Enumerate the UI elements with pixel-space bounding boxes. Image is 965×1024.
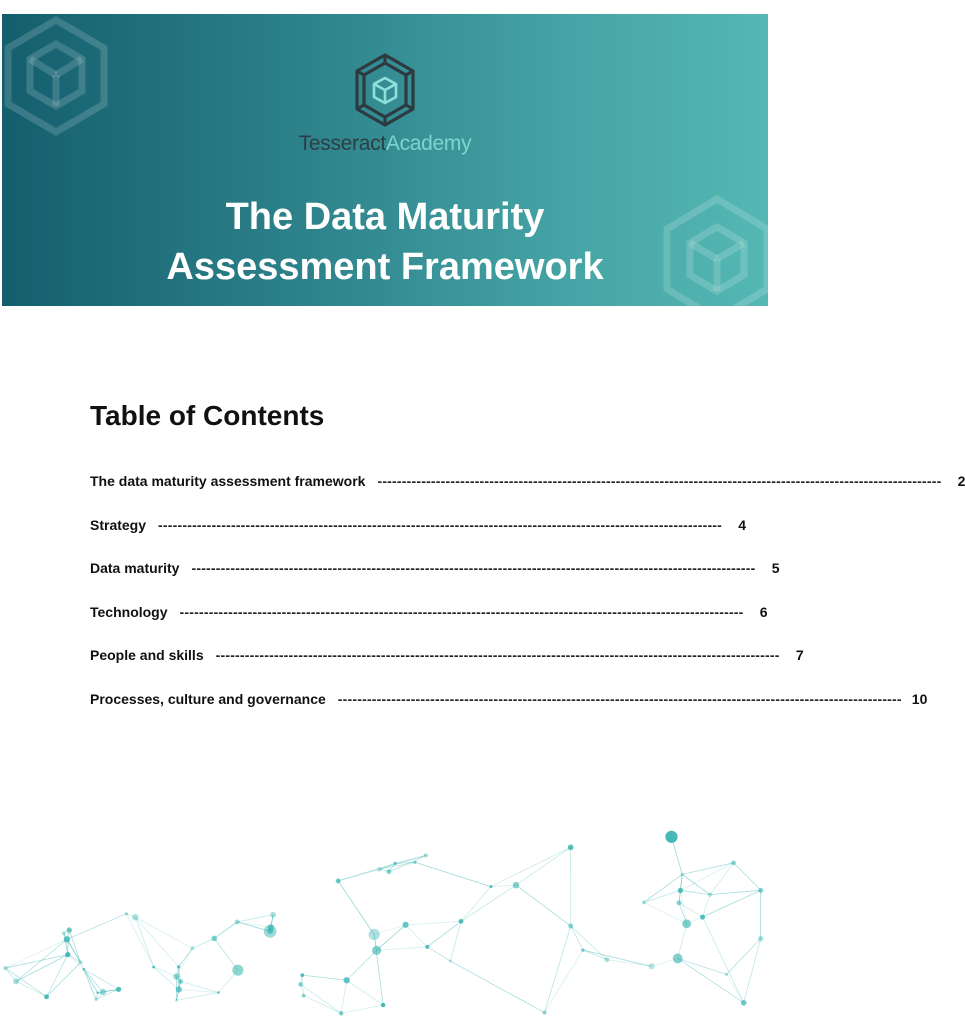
network-node bbox=[449, 960, 452, 963]
toc-entry-page: 5 bbox=[771, 560, 780, 577]
toc-entry-page: 4 bbox=[738, 516, 747, 533]
network-node bbox=[125, 912, 128, 915]
network-link bbox=[377, 925, 406, 951]
network-link bbox=[734, 863, 761, 890]
network-node bbox=[413, 861, 416, 864]
network-node bbox=[424, 853, 428, 857]
network-node bbox=[489, 885, 492, 888]
toc-entry[interactable] bbox=[90, 470, 965, 492]
network-node bbox=[648, 963, 654, 969]
toc-leader: -------------------------------------------------------------------------------------------------------------------- bbox=[377, 473, 942, 489]
toc-entry-label: Strategy bbox=[90, 516, 147, 533]
network-link bbox=[135, 917, 153, 967]
table-of-contents bbox=[90, 470, 965, 732]
network-node bbox=[542, 1011, 546, 1015]
toc-heading: Table of Contents bbox=[90, 400, 325, 431]
network-node bbox=[13, 978, 19, 984]
network-link bbox=[192, 938, 214, 948]
network-link bbox=[516, 847, 571, 885]
network-link bbox=[135, 917, 192, 948]
network-node bbox=[372, 946, 381, 955]
network-node bbox=[708, 892, 712, 896]
network-node bbox=[700, 914, 705, 919]
network-link bbox=[678, 958, 744, 1002]
network-link bbox=[571, 926, 583, 950]
network-link bbox=[84, 969, 103, 992]
network-node bbox=[741, 1000, 747, 1006]
network-link bbox=[177, 948, 193, 976]
network-link bbox=[461, 887, 491, 922]
network-link bbox=[644, 874, 682, 902]
toc-entry-page: 10 bbox=[911, 690, 928, 707]
network-node bbox=[64, 936, 70, 942]
network-link bbox=[415, 862, 491, 886]
brand-name bbox=[299, 132, 472, 156]
network-link bbox=[406, 925, 428, 947]
network-node bbox=[336, 878, 341, 883]
toc-entry[interactable] bbox=[90, 688, 928, 710]
toc-entry-page: 2 bbox=[957, 473, 965, 489]
toc-entry[interactable] bbox=[90, 514, 747, 536]
network-node bbox=[178, 979, 183, 984]
network-node bbox=[302, 994, 306, 998]
network-node bbox=[725, 973, 728, 976]
tesseract-logo-icon bbox=[353, 52, 417, 128]
network-link bbox=[5, 939, 66, 968]
network-node bbox=[267, 928, 273, 934]
network-link bbox=[5, 955, 67, 968]
network-node bbox=[386, 869, 391, 874]
toc-entry[interactable] bbox=[90, 644, 804, 666]
network-link bbox=[377, 947, 428, 951]
network-link bbox=[16, 981, 46, 996]
network-node bbox=[677, 900, 682, 905]
network-link bbox=[727, 974, 744, 1002]
network-link bbox=[304, 996, 341, 1014]
network-link bbox=[237, 915, 273, 922]
network-link bbox=[744, 939, 761, 1003]
network-node bbox=[177, 965, 180, 968]
network-node bbox=[381, 1003, 385, 1007]
network-link bbox=[347, 980, 383, 1005]
network-link bbox=[379, 855, 425, 869]
network-link bbox=[450, 921, 461, 961]
network-node bbox=[403, 922, 409, 928]
network-node bbox=[65, 952, 70, 957]
network-node bbox=[100, 989, 106, 995]
network-node bbox=[344, 977, 350, 983]
network-link bbox=[5, 968, 46, 997]
brand-logo bbox=[2, 52, 768, 156]
network-node bbox=[678, 888, 683, 893]
network-link bbox=[583, 950, 652, 966]
network-node bbox=[62, 931, 66, 935]
network-node bbox=[94, 997, 98, 1001]
network-node bbox=[568, 844, 574, 850]
network-link bbox=[214, 938, 238, 970]
network-node bbox=[459, 919, 464, 924]
header-banner bbox=[2, 14, 768, 306]
brand-name-part2: Academy bbox=[385, 132, 472, 155]
network-node bbox=[270, 912, 276, 918]
toc-leader: -------------------------------------------------------------------------------------------------------------------- bbox=[158, 516, 723, 533]
network-node bbox=[680, 873, 684, 877]
network-link bbox=[67, 914, 127, 940]
network-node bbox=[298, 982, 303, 987]
network-node bbox=[604, 957, 609, 962]
network-node bbox=[758, 888, 763, 893]
network-link bbox=[644, 890, 680, 902]
network-link bbox=[84, 969, 119, 989]
network-node bbox=[300, 973, 304, 977]
network-link bbox=[341, 980, 347, 1013]
network-link bbox=[571, 926, 607, 960]
toc-leader: -------------------------------------------------------------------------------------------------------------------- bbox=[215, 647, 780, 664]
network-link bbox=[427, 947, 450, 961]
network-link bbox=[680, 863, 733, 891]
title-line-1: The Data Maturity bbox=[225, 196, 545, 238]
network-link bbox=[374, 934, 383, 1005]
network-link bbox=[341, 1005, 383, 1013]
network-link bbox=[347, 950, 377, 980]
network-node bbox=[67, 927, 72, 932]
network-link bbox=[154, 967, 177, 976]
network-link bbox=[491, 885, 516, 886]
toc-entry-label: Processes, culture and governance bbox=[90, 690, 326, 707]
network-link bbox=[338, 881, 374, 935]
toc-leader: -------------------------------------------------------------------------------------------------------------------- bbox=[191, 560, 756, 577]
network-link bbox=[678, 924, 687, 959]
network-link bbox=[126, 914, 153, 967]
network-link bbox=[406, 921, 461, 925]
toc-entry-label: Data maturity bbox=[90, 560, 180, 577]
document-title bbox=[2, 192, 768, 292]
network-node bbox=[673, 954, 683, 964]
network-link bbox=[179, 948, 193, 967]
network-link bbox=[450, 961, 544, 1013]
network-link bbox=[679, 903, 703, 917]
network-link bbox=[703, 917, 744, 1003]
toc-leader: -------------------------------------------------------------------------------------------------------------------- bbox=[179, 603, 744, 620]
network-node bbox=[232, 965, 243, 976]
network-node bbox=[191, 946, 195, 950]
network-node bbox=[44, 994, 49, 999]
network-node bbox=[339, 1011, 343, 1015]
network-node bbox=[176, 986, 182, 992]
network-link bbox=[301, 984, 342, 1013]
toc-leader: -------------------------------------------------------------------------------------------------------------------- bbox=[337, 690, 902, 707]
network-node bbox=[235, 920, 240, 925]
network-node bbox=[212, 936, 218, 942]
network-link bbox=[491, 847, 571, 886]
toc-entry[interactable] bbox=[90, 601, 768, 623]
network-node bbox=[758, 936, 763, 941]
toc-entry-page: 6 bbox=[759, 603, 768, 620]
network-link bbox=[516, 885, 571, 926]
network-node bbox=[78, 960, 82, 964]
network-node bbox=[173, 973, 179, 979]
network-node bbox=[132, 914, 138, 920]
toc-entry-page: 7 bbox=[795, 647, 804, 664]
toc-entry[interactable] bbox=[90, 557, 780, 579]
network-link bbox=[544, 950, 582, 1013]
network-node bbox=[82, 968, 85, 971]
network-node bbox=[116, 987, 121, 992]
network-node bbox=[175, 999, 178, 1002]
network-node bbox=[581, 948, 584, 951]
network-node bbox=[682, 919, 691, 928]
network-link bbox=[214, 922, 237, 938]
network-link bbox=[135, 917, 178, 967]
network-node bbox=[369, 929, 380, 940]
network-graph-decoration bbox=[0, 770, 768, 1024]
network-link bbox=[47, 955, 68, 997]
network-link bbox=[427, 921, 461, 947]
network-link bbox=[678, 958, 727, 974]
network-link bbox=[177, 993, 219, 1001]
brand-name-part1: Tesseract bbox=[298, 132, 386, 155]
network-link bbox=[47, 962, 81, 996]
network-node bbox=[217, 991, 220, 994]
network-node bbox=[731, 861, 736, 866]
network-node bbox=[152, 966, 155, 969]
title-line-2: Assessment Framework bbox=[166, 246, 604, 288]
network-node bbox=[393, 862, 396, 865]
network-link bbox=[16, 955, 68, 982]
network-node bbox=[568, 923, 573, 928]
network-link bbox=[544, 926, 570, 1013]
network-node bbox=[665, 831, 677, 843]
toc-entry-label: Technology bbox=[90, 603, 168, 620]
network-link bbox=[84, 969, 98, 993]
network-link bbox=[461, 885, 516, 921]
toc-entry-label: The data maturity assessment framework bbox=[90, 473, 366, 489]
network-node bbox=[377, 867, 382, 872]
network-node bbox=[3, 966, 7, 970]
network-node bbox=[96, 991, 99, 994]
network-node bbox=[642, 901, 646, 905]
network-link bbox=[16, 939, 67, 981]
toc-entry-label: People and skills bbox=[90, 647, 204, 664]
network-link bbox=[302, 975, 346, 980]
network-node bbox=[513, 882, 520, 889]
network-node bbox=[425, 945, 429, 949]
network-link bbox=[84, 969, 96, 999]
